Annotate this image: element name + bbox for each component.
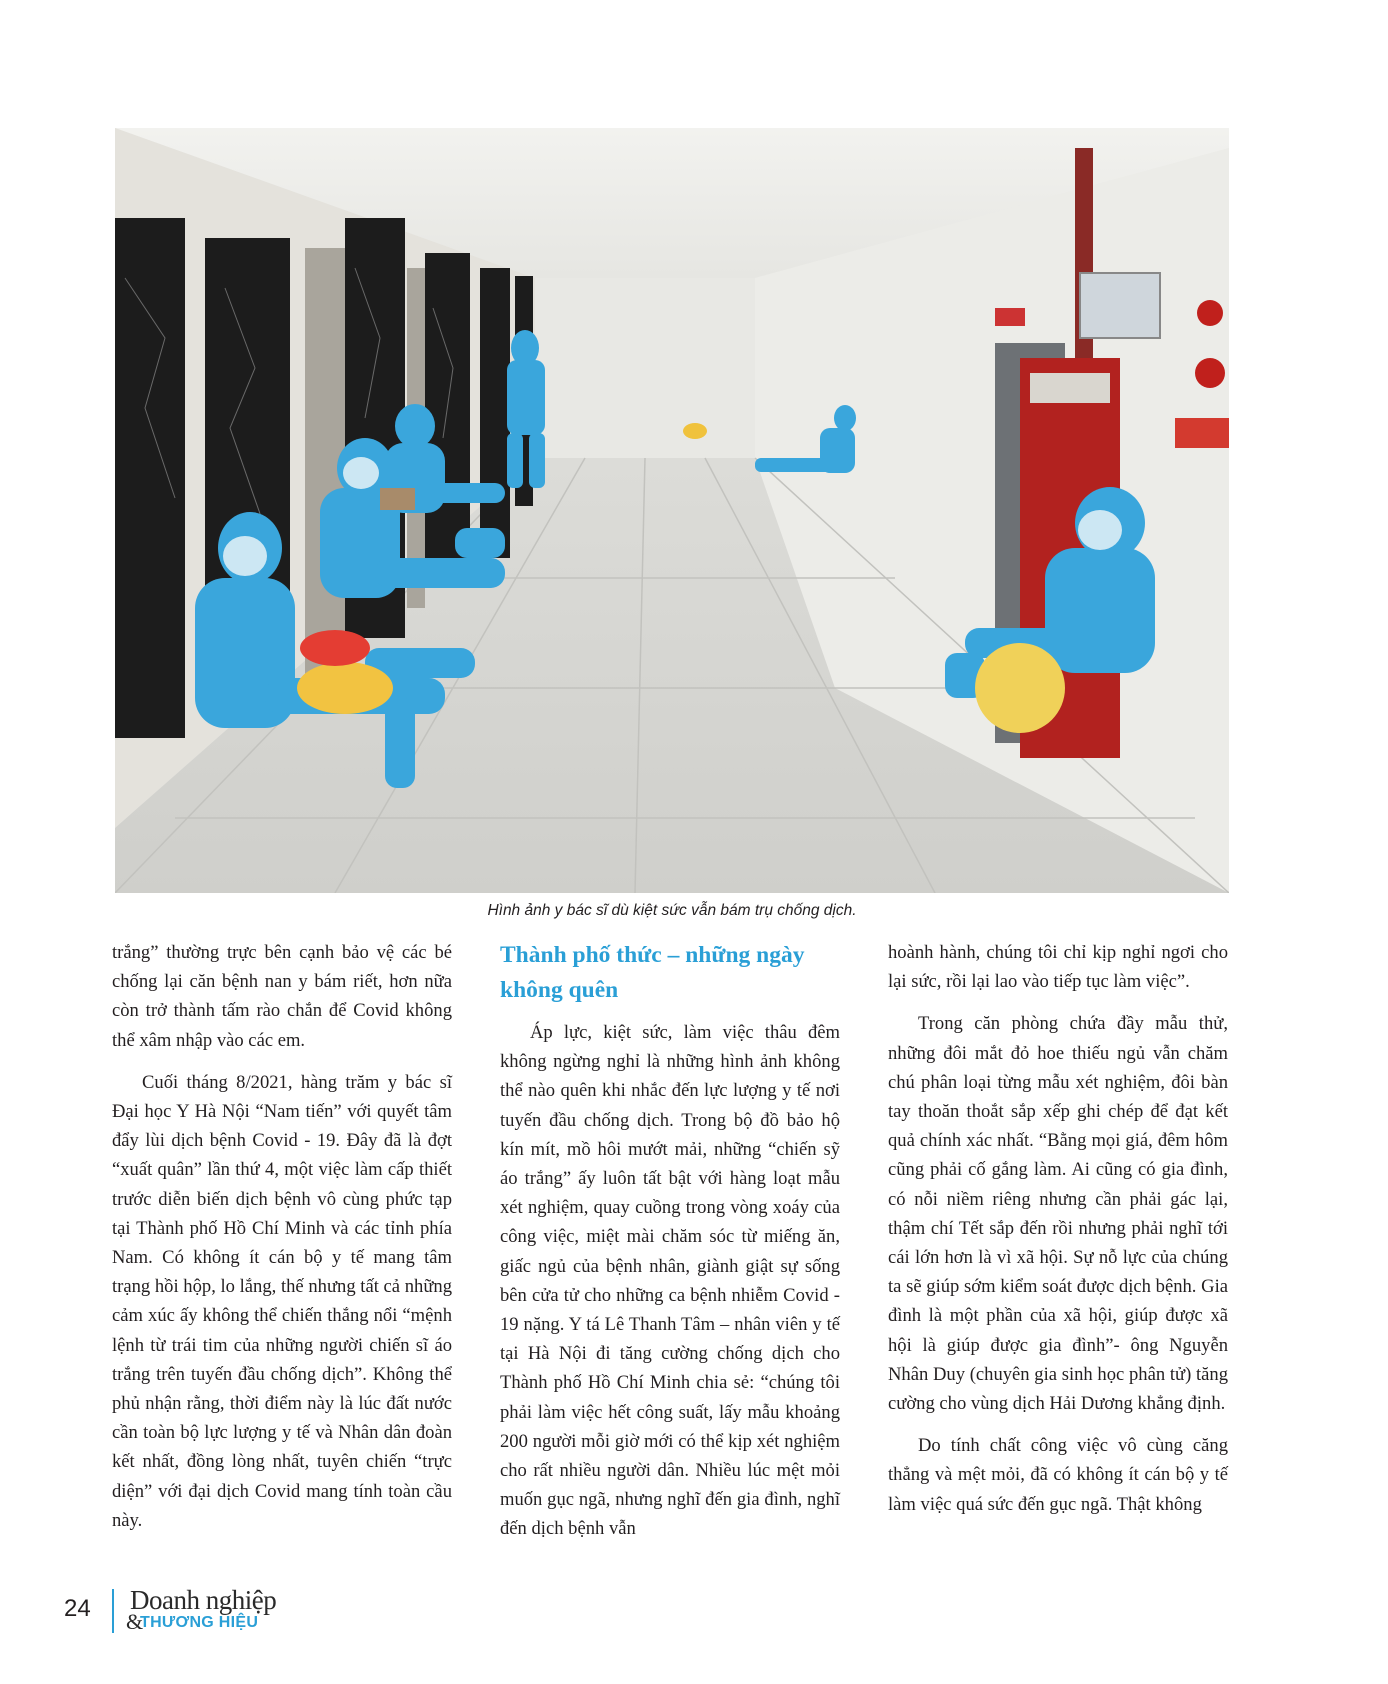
- hospital-corridor-photo: [115, 128, 1229, 893]
- brand-logo-ampersand: &: [126, 1609, 144, 1634]
- brand-logo-bottom: THƯƠNG HIỆU: [140, 1614, 259, 1631]
- photo-caption: Hình ảnh y bác sĩ dù kiệt sức vẫn bám trụ chống dịch.: [487, 902, 857, 919]
- footer-divider: [112, 1589, 114, 1633]
- column3-paragraph-1: hoành hành, chúng tôi chỉ kịp nghỉ ngơi cho lại sức, rồi lại lao vào tiếp tục làm việc”.: [888, 942, 1228, 993]
- brand-logo-top: Doanh nghiệp: [130, 1585, 277, 1615]
- photo-illustration: [115, 128, 1229, 893]
- column1-paragraph-2: Cuối tháng 8/2021, hàng trăm y bác sĩ Đại học Y Hà Nội “Nam tiến” với quyết tâm đẩy lùi dịch bệnh Covid - 19. Đây đã là đợt “xuất quân” lần thứ 4, một việc làm cấp thiết trước diễn biến dịch bệnh vô cùng phức tạp tại Thành phố Hồ Chí Minh và các tỉnh phía Nam. Có không ít cán bộ y tế mang tâm trạng hồi hộp, lo lắng, thế nhưng tất cả những cảm xúc ấy không thể chiến thắng nổi “mệnh lệnh từ trái tim của những người chiến sĩ áo trắng trên tuyến đầu chống dịch”. Không thể phủ nhận rằng, thời điểm này là lúc đất nước cần toàn bộ lực lượng y tế và Nhân dân đoàn kết nhất, đồng lòng nhất, tuyên chiến “trực diện” với đại dịch Covid mang tính toàn cầu này.: [112, 1071, 452, 1531]
- article-column-1: [112, 938, 452, 1548]
- section-heading: Thành phố thức – những ngày không quên: [500, 942, 805, 1003]
- article-column-2: [500, 938, 840, 1557]
- page-number: 24: [64, 1595, 91, 1622]
- column3-paragraph-2: Trong căn phòng chứa đầy mẫu thử, những đôi mắt đỏ hoe thiếu ngủ vẫn chăm chú phân loại từng mẫu xét nghiệm, đôi bàn tay thoăn thoắt sắp xếp ghi chép để đạt kết quả chính xác nhất. “Bằng mọi giá, đêm hôm cũng phải cố gắng làm. Ai cũng có gia đình, có nỗi niềm riêng nhưng cần phải gác lại, thậm chí Tết sắp đến rồi nhưng phải nghĩ tới cái lớn hơn là vì xã hội. Sự nỗ lực của chúng ta sẽ giúp sớm kiểm soát được dịch bệnh. Gia đình là một phần của xã hội, giúp được xã hội là giúp được gia đình”- ông Nguyễn Nhân Duy (chuyên gia sinh học phân tử) tăng cường cho vùng dịch Hải Dương khẳng định.: [888, 1013, 1228, 1415]
- column3-paragraph-3: Do tính chất công việc vô cùng căng thẳng và mệt mỏi, đã có không ít cán bộ y tế làm việc quá sức đến gục ngã. Thật không: [888, 1435, 1228, 1515]
- page-footer: [60, 1585, 360, 1635]
- article-column-3: [888, 938, 1228, 1532]
- column1-paragraph-1: trắng” thường trực bên cạnh bảo vệ các bé chống lại căn bệnh nan y bám riết, hơn nữa còn trở thành tấm rào chắn để Covid không thể xâm nhập vào các em.: [112, 942, 452, 1051]
- column2-paragraph-1: Áp lực, kiệt sức, làm việc thâu đêm không ngừng nghỉ là những hình ảnh không thể nào quên khi nhắc đến lực lượng y tế nơi tuyến đầu chống dịch. Trong bộ đồ bảo hộ kín mít, mồ hôi mướt mải, những “chiến sỹ áo trắng” ấy luôn tất bật với hàng loạt mẫu xét nghiệm, quay cuồng trong vòng xoáy của công việc, miệt mài chăm sóc từ miếng ăn, giấc ngủ của bệnh nhân, giành giật sự sống bên cửa tử cho những ca bệnh nhiễm Covid - 19 nặng. Y tá Lê Thanh Tâm – nhân viên y tế tại Hà Nội đi tăng cường chống dịch cho Thành phố Hồ Chí Minh chia sẻ: “chúng tôi phải làm việc hết công suất, lấy mẫu khoảng 200 người mỗi giờ mới có thể kịp xét nghiệm cho rất nhiều người dân. Nhiều lúc mệt mỏi muốn gục ngã, nhưng nghĩ đến gia đình, nghĩ đến dịch bệnh vẫn: [500, 1022, 840, 1540]
